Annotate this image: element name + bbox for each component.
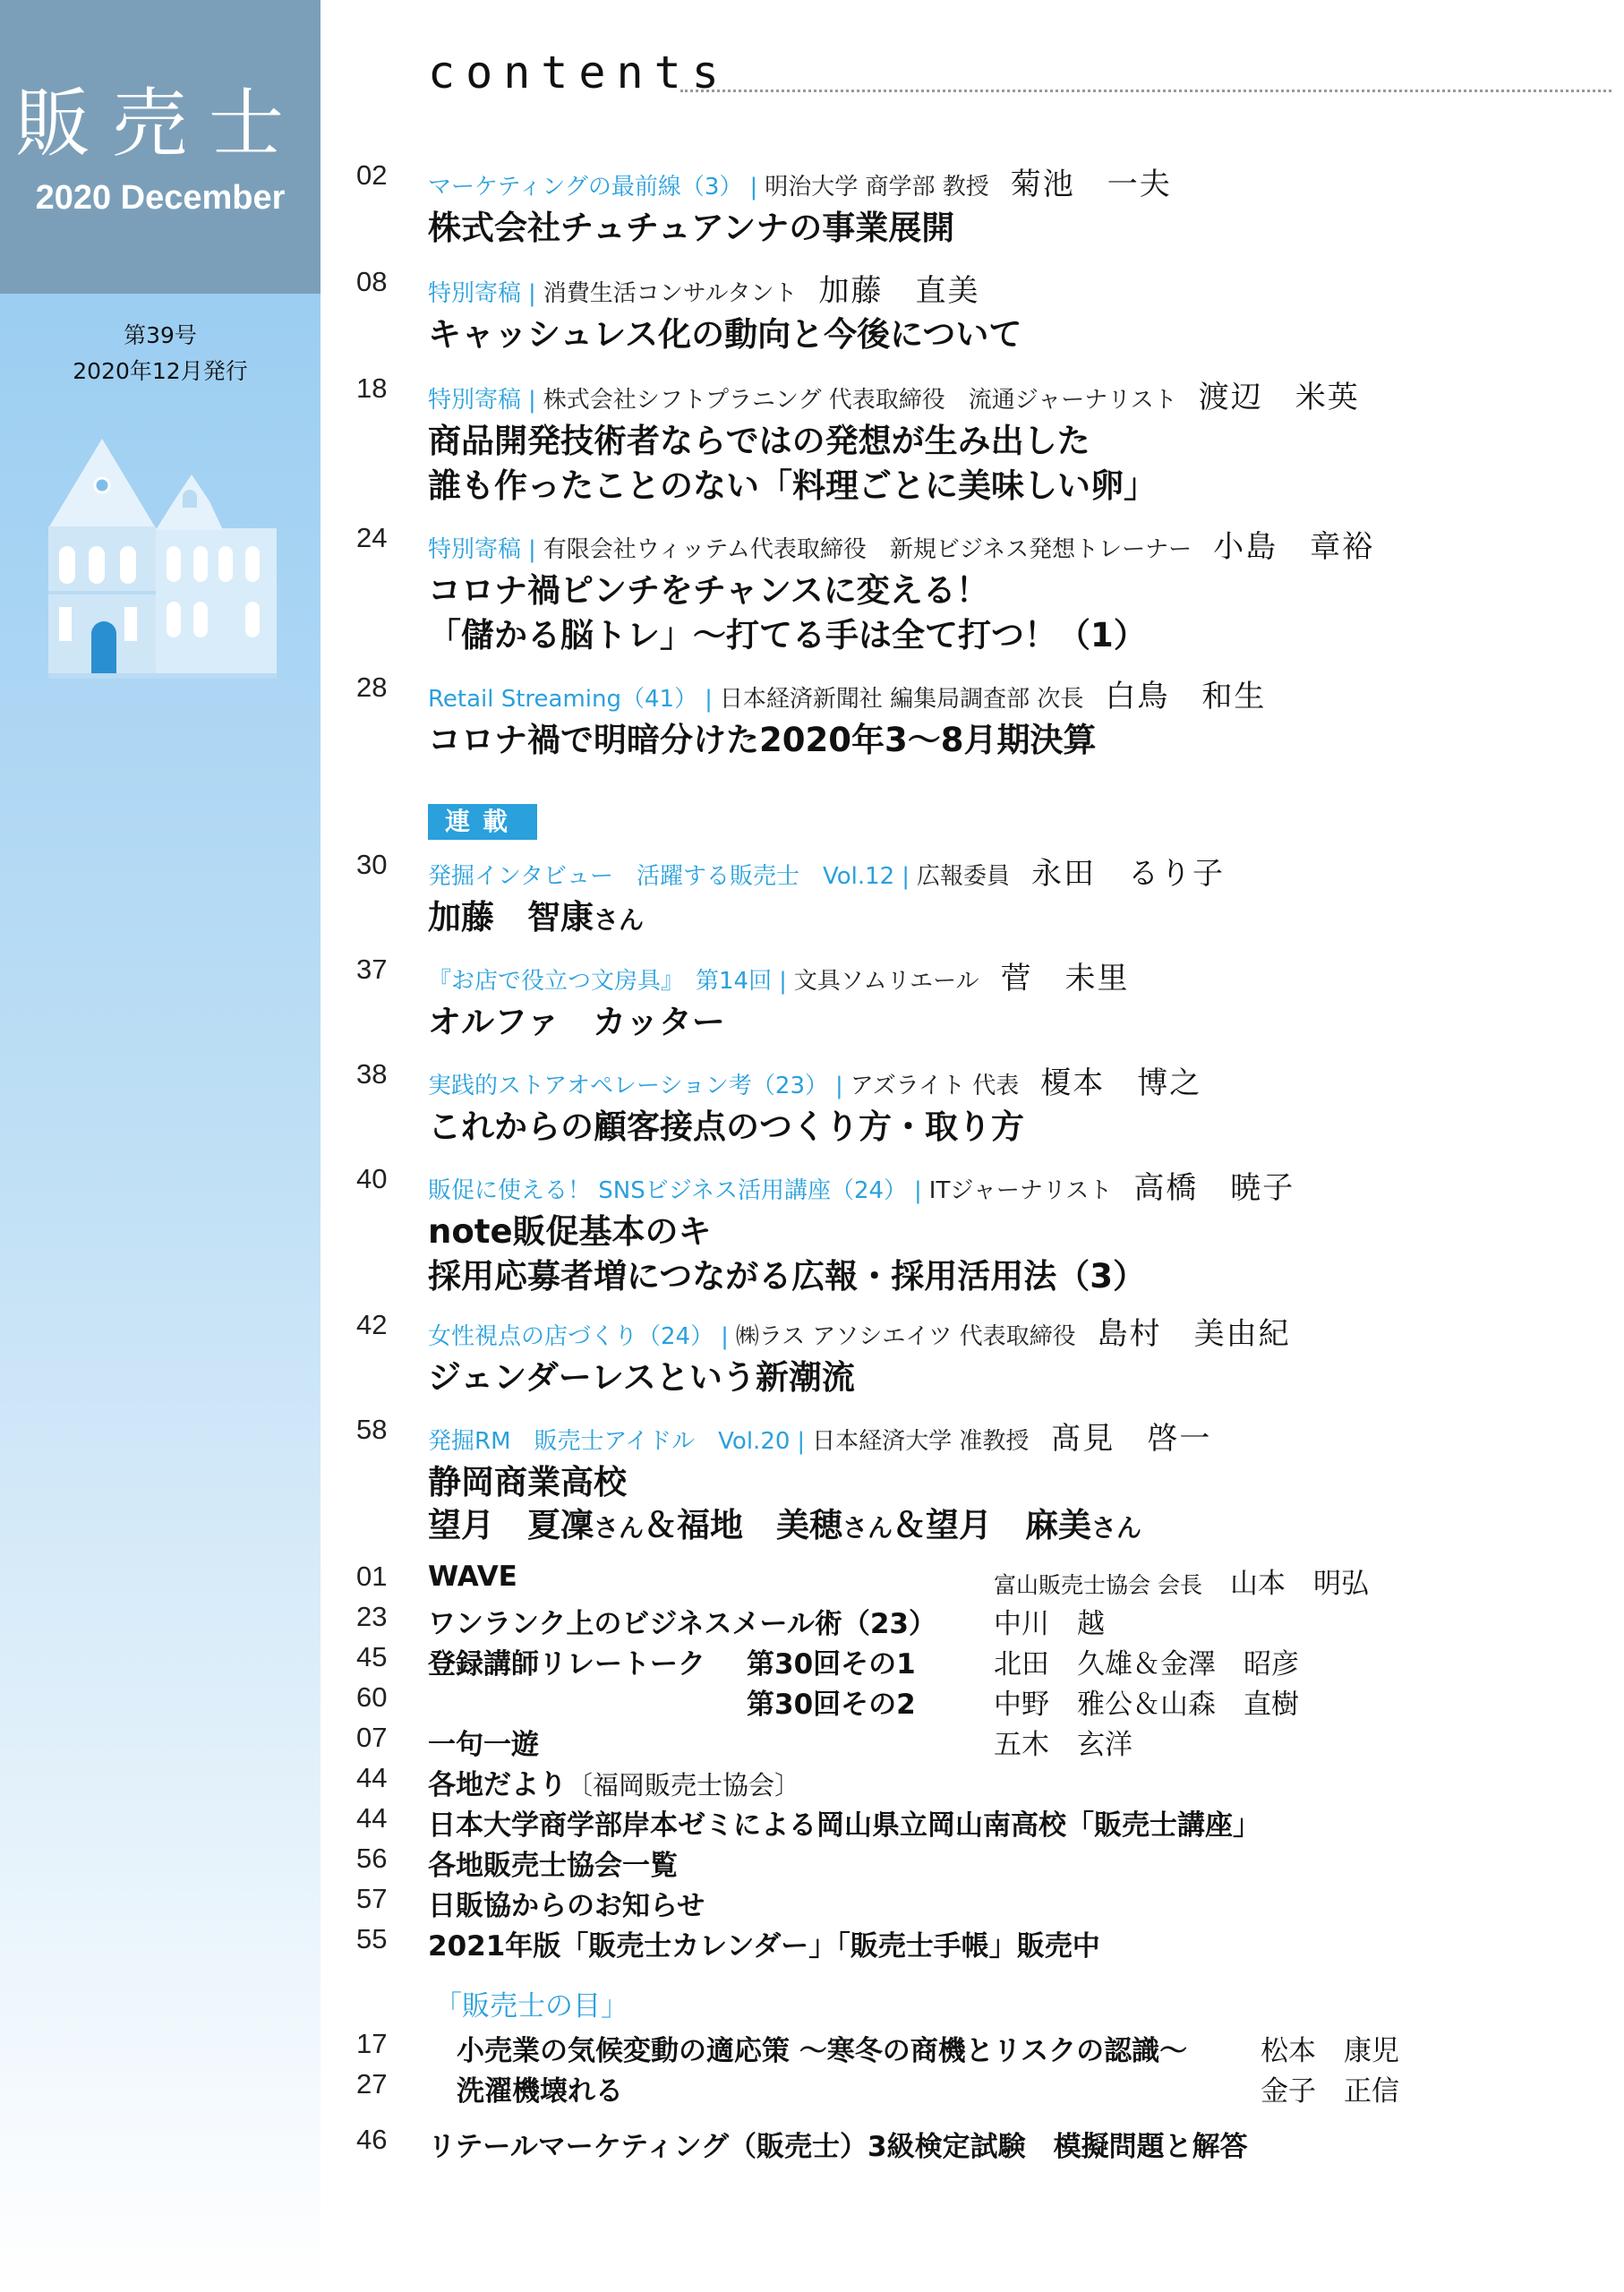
article-title: ジェンダーレスという新潮流	[428, 1358, 855, 1397]
item-title: 一句一遊	[428, 1729, 539, 1761]
item-subtitle: 第30回その2	[747, 1689, 916, 1721]
author: 松本 康児	[1261, 2035, 1399, 2067]
page-number: 44	[356, 1802, 388, 1834]
page-number: 17	[356, 2028, 388, 2059]
item-title: 2021年版「販売士カレンダー」「販売士手帳」販売中	[428, 1930, 1100, 1963]
article-title: 商品開発技術者ならではの発想が生み出した	[428, 422, 1090, 460]
category: 実践的ストアオペレーション考（23）	[428, 1073, 829, 1099]
category: 特別寄稿	[428, 387, 522, 414]
page-number: 44	[356, 1762, 388, 1793]
page-number: 08	[356, 266, 388, 297]
page-number: 40	[356, 1163, 388, 1194]
article-title: 採用応募者増につながる広報・採用活用法（3）	[428, 1257, 1147, 1296]
author: 五木 玄洋	[994, 1729, 1133, 1761]
page-number: 37	[356, 954, 388, 985]
item-subtitle: 第30回その1	[747, 1648, 916, 1681]
page-number: 38	[356, 1058, 388, 1090]
author: 渡辺 米英	[1198, 380, 1360, 415]
category: 発掘インタビュー 活躍する販売士 Vol.12	[428, 863, 895, 890]
article-title: 株式会社チュチュアンナの事業展開	[428, 209, 955, 247]
list-item	[356, 1843, 1610, 1882]
affiliation: 広報委員	[916, 863, 1010, 890]
page-number: 18	[356, 372, 388, 404]
list-item	[356, 1561, 1610, 1600]
list-item	[356, 2068, 1610, 2108]
item-title: ワンランク上のビジネスメール術（23）	[428, 1608, 936, 1640]
affiliation: 文具ソムリエール	[793, 968, 979, 995]
author: 高橋 暁子	[1133, 1170, 1295, 1206]
item-title: 各地だより〔福岡販売士協会〕	[428, 1769, 801, 1801]
author: 菅 未里	[1000, 961, 1130, 996]
author: 髙見 啓一	[1050, 1421, 1212, 1457]
affiliation: アズライト 代表	[850, 1073, 1020, 1099]
affiliation: 日本経済大学 准教授	[812, 1428, 1030, 1455]
page-number: 24	[356, 522, 388, 553]
list-item	[356, 1722, 1610, 1761]
affiliation: ITジャーナリスト	[928, 1177, 1113, 1204]
category: マーケティングの最前線（3）	[428, 174, 743, 201]
honorific: さん	[594, 905, 645, 935]
page-number: 60	[356, 1681, 388, 1713]
author: 金子 正信	[1261, 2075, 1399, 2108]
article-title: オルファ カッター	[428, 1003, 725, 1041]
author: 中川 越	[994, 1608, 1105, 1640]
affiliation: 日本経済新聞社 編集局調査部 次長	[719, 686, 1084, 713]
author: 榎本 博之	[1040, 1065, 1202, 1101]
article-title: コロナ禍で明暗分けた2020年3～8月期決算	[428, 721, 1097, 759]
page-number: 46	[356, 2124, 388, 2155]
affiliation: 消費生活コンサルタント	[543, 280, 798, 307]
magazine-issue: 2020 December	[35, 179, 286, 217]
item-title: 各地販売士協会一覧	[428, 1850, 678, 1882]
list-item	[356, 1883, 1610, 1922]
article-title: 加藤 智康さん	[428, 898, 645, 936]
house-illustration	[39, 430, 281, 680]
article-title: 「儲かる脳トレ」～打てる手は全て打つ！（1）	[428, 616, 1147, 654]
heading-divider	[680, 90, 1611, 92]
item-title: WAVE	[428, 1561, 517, 1593]
affiliation: 明治大学 商学部 教授	[765, 174, 989, 201]
article-title: キャッシュレス化の動向と今後について	[428, 315, 1022, 354]
list-item	[356, 1802, 1610, 1842]
category: 特別寄稿	[428, 280, 522, 307]
article-title: 静岡商業高校	[428, 1463, 627, 1501]
page-number: 30	[356, 849, 388, 880]
category: 発掘RM 販売士アイドル Vol.20	[428, 1428, 791, 1455]
affiliation: ㈱ラス アソシエイツ 代表取締役	[735, 1323, 1076, 1350]
author: 富山販売士協会 会長 山本 明弘	[994, 1568, 1369, 1600]
page-number: 56	[356, 1843, 388, 1874]
category: 特別寄稿	[428, 536, 522, 563]
item-title: 登録講師リレートーク	[428, 1648, 705, 1681]
issue-number: 第39号	[124, 322, 197, 348]
author: 永田 るり子	[1031, 856, 1225, 892]
item-title: リテールマーケティング（販売士）3級検定試験 模擬問題と解答	[428, 2131, 1248, 2163]
list-item	[356, 2028, 1610, 2067]
page-number: 27	[356, 2068, 388, 2100]
author: 島村 美由紀	[1097, 1316, 1291, 1352]
serial-badge: 連載	[428, 804, 537, 840]
category: 『お店で役立つ文房具』 第14回	[428, 968, 773, 995]
author: 小島 章裕	[1213, 529, 1375, 565]
list-item	[356, 1601, 1610, 1640]
item-title: 洗濯機壊れる	[457, 2075, 623, 2108]
page-number: 58	[356, 1414, 388, 1445]
list-item	[356, 2124, 1610, 2163]
author: 加藤 直美	[818, 273, 980, 309]
magazine-title: 販売士	[14, 80, 305, 167]
affiliation: 有限会社ウィッテム代表取締役 新規ビジネス発想トレーナー	[543, 536, 1192, 563]
article-title: 誰も作ったことのない「料理ごとに美味しい卵」	[428, 466, 1157, 505]
article-title: これからの顧客接点のつくり方・取り方	[428, 1108, 1024, 1146]
article-title: コロナ禍ピンチをチャンスに変える！	[428, 571, 989, 610]
list-item	[356, 1681, 1610, 1721]
contents-heading: contents	[428, 47, 730, 98]
page-number: 45	[356, 1641, 388, 1672]
page-number: 01	[356, 1561, 388, 1592]
author: 中野 雅公＆山森 直樹	[994, 1689, 1299, 1721]
section-heading: 「販売士の目」	[434, 1990, 628, 2023]
author: 北田 久雄＆金澤 昭彦	[994, 1648, 1299, 1681]
list-item	[356, 1762, 1610, 1801]
page-number: 02	[356, 159, 388, 191]
item-note: 〔福岡販売士協会〕	[567, 1770, 801, 1800]
page-number: 57	[356, 1883, 388, 1914]
item-title: 日本大学商学部岸本ゼミによる岡山県立岡山南高校「販売士講座」	[428, 1809, 1261, 1842]
category: Retail Streaming（41）	[428, 686, 698, 713]
list-item	[356, 1923, 1610, 1963]
page-number: 55	[356, 1923, 388, 1954]
page-number: 07	[356, 1722, 388, 1753]
author: 白鳥 和生	[1105, 679, 1267, 714]
author: 菊池 一夫	[1010, 167, 1172, 202]
issue-date: 2020年12月発行	[73, 358, 248, 384]
page-number: 42	[356, 1309, 388, 1340]
item-title: 日販協からのお知らせ	[428, 1890, 705, 1922]
page-number: 28	[356, 671, 388, 703]
page-number: 23	[356, 1601, 388, 1632]
article-title: note販促基本のキ	[428, 1212, 712, 1251]
article-title: 望月 夏凜さん＆福地 美穂さん＆望月 麻美さん	[428, 1506, 1142, 1544]
category: 販促に使える！ SNSビジネス活用講座（24）	[428, 1177, 908, 1204]
item-title: 小売業の気候変動の適応策 ～寒冬の商機とリスクの認識～	[457, 2035, 1188, 2067]
affiliation: 株式会社シフトプラニング 代表取締役 流通ジャーナリスト	[543, 387, 1177, 414]
list-item	[356, 1641, 1610, 1681]
category: 女性視点の店づくり（24）	[428, 1323, 714, 1350]
